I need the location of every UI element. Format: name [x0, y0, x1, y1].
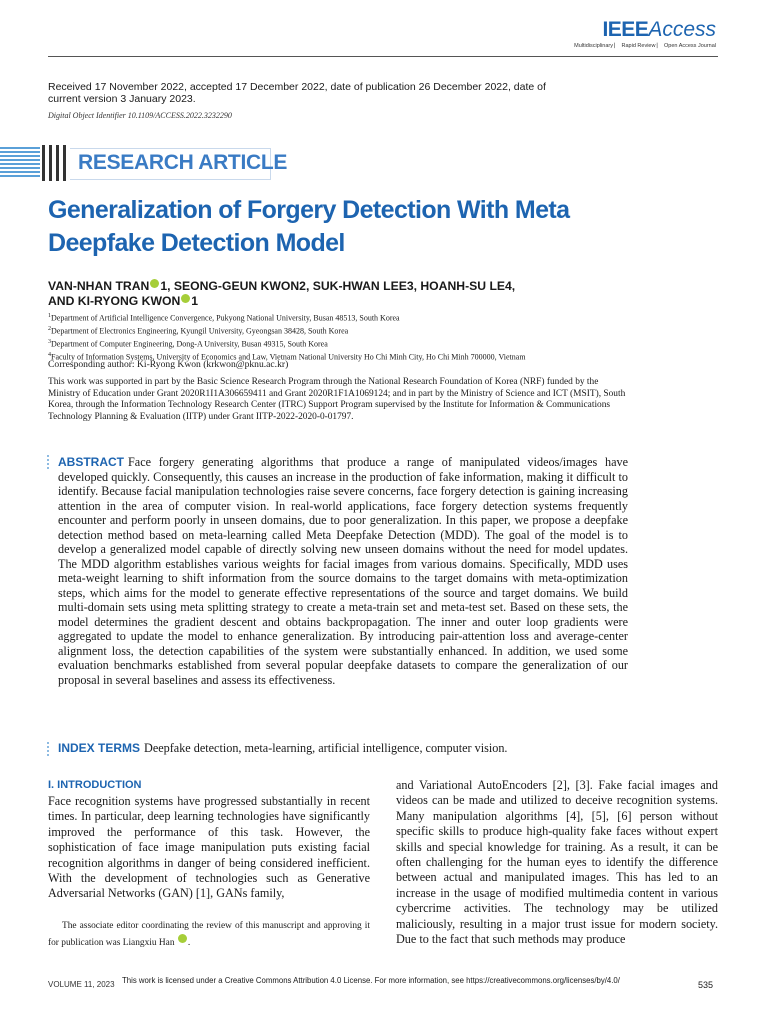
orcid-icon[interactable]	[150, 279, 159, 288]
received-dates: Received 17 November 2022, accepted 17 December 2022, date of publication 26 December 2022, date of current version 3 January 2023.	[48, 81, 546, 105]
abstract-marker-icon	[47, 455, 50, 471]
logo-ieee: IEEE	[602, 18, 649, 41]
affiliation: $^3$Department of Computer Engineering, Dong-A University, Busan 49315, South Korea	[48, 338, 328, 349]
abstract	[58, 455, 628, 687]
author-name: , SUK-HWAN LEE	[305, 279, 407, 293]
body-column-right: and Variational AutoEncoders [2], [3]. Fake facial images and videos can be made and utilized to deceive recognition systems. Many manipulation algorithms [4], [5], [6] person without specific skills to produce high-quality fake faces without expert skills and special knowledge for training. As a result, it can be often challenging for the human eyes to identify the difference between actual and manipulated images. This has led to an increase in the usage of modified multimedia content in various cybercrime activities. The technology may be utilized maliciously, resulting in a major trust issue for modern society. Due to the fact that such methods may produce	[396, 778, 718, 947]
volume-label: VOLUME 11, 2023	[48, 980, 115, 989]
author-name: VAN-NHAN TRAN	[48, 279, 150, 293]
abstract-label: ABSTRACT	[58, 455, 124, 469]
page-number: 535	[698, 980, 714, 990]
body-column-left: Face recognition systems have progressed substantially in recent times. In particular, deep learning technologies have significantly improved the performance of this task. However, the sophistication of face image manipulation puts existing facial recognition algorithms in danger of being considered inefficient. With the development of technologies such as Generative Adversarial Networks (GAN) [1], GANs family,	[48, 794, 370, 901]
banner-stripes	[0, 147, 40, 179]
funding-statement: This work was supported in part by the Basic Science Research Program through the National Research Foundation of Korea (NRF) funded by the Ministry of Education under Grant 2020R1I1A306659411 and Grant 2020R1F1A1069124; and in part by the Ministry of Science and ICT (MSIT), South Korea, through the Information Technology Research Center (ITRC) Support Program supervised by the Institute for Information & Communications Technology Planning & Evaluation (IITP) under Grant IITP-2022-2020-0-01797.	[48, 377, 626, 422]
paper-title: Generalization of Forgery Detection With Meta Deepfake Detection Model	[48, 196, 570, 257]
author-sup: 2	[299, 279, 306, 293]
abstract-text: Face forgery generating algorithms that produce a range of manipulated videos/images have developed quickly. Consequently, this causes an increase in the production of fake information, making it difficult to identify. Because facial manipulation technologies raise severe concerns, face forgery detection is gaining increasing attention in the area of computer vision. In real-world applications, face forgery detection systems frequently encounter and perform poorly in unseen domains, due to poor generalization. In this paper, we propose a deepfake detection method based on meta-learning called Meta Deepfake Detection (MDD). The goal of the model is to develop a generalized model capable of directly solving new unseen domains without the need for model updates. The MDD algorithm establishes various weights for facial images from various domains. Specifically, MDD uses meta-weight learning to shift information from the source domains to the target domains with meta-optimization steps, which aims for the model to generate effective representations of the source and target domains. We build multi-domain sets using meta splitting strategy to create a meta-train set and meta-test set. Based on these sets, the model determines the gradient descent and obtains backpropagation. The inner and outer loop gradients were aggregated to update the model to enhance generalization. By introducing pair-attention loss and average-center alignment loss, the detection capabilities of the system were substantially enhanced. In addition, we used some evaluation benchmarks established from several popular deepfake datasets to compare the generalization of our proposal in several baselines and assess its effectiveness.	[58, 455, 628, 687]
index-terms-marker-icon	[47, 742, 50, 758]
author-sup: 1	[160, 279, 168, 293]
affiliation: $^4$Faculty of Information Systems, University of Economics and Law, Vietnam National University Ho Chi Minh City, Ho Chi Minh 700000, Vietnam	[48, 351, 526, 362]
index-terms-label: INDEX TERMS	[58, 741, 141, 755]
editor-note: The associate editor coordinating the review of this manuscript and approving it for publication was Liangxiu Han .	[48, 921, 370, 948]
header-rule	[48, 56, 718, 57]
affiliation: $^2$Department of Electronics Engineering, Kyungil University, Gyeongsan 38428, South Korea	[48, 325, 349, 336]
author-sup: 3	[406, 279, 414, 293]
license-note[interactable]: This work is licensed under a Creative Commons Attribution 4.0 License. For more information, see https://creativecommons.org/licenses/by/4.0/	[122, 976, 620, 985]
orcid-icon[interactable]	[178, 934, 187, 943]
author-sup: 1	[191, 294, 199, 308]
author-name: AND KI-RYONG KWON	[48, 294, 181, 308]
orcid-icon[interactable]	[181, 294, 190, 303]
index-terms-text: Deepfake detection, meta-learning, artificial intelligence, computer vision.	[144, 741, 508, 755]
article-type: RESEARCH ARTICLE	[78, 151, 288, 174]
banner-bars	[42, 145, 70, 181]
affiliation: $^1$Department of Artificial Intelligence Convergence, Pukyong National University, Busan 48513, South Korea	[48, 313, 400, 323]
logo-access: Access	[648, 18, 716, 41]
index-terms	[58, 741, 628, 756]
affiliations	[48, 311, 688, 362]
author-list	[48, 279, 608, 309]
journal-tagline: Multidisciplinary ⎸ Rapid Review ⎸ Open Access Journal	[574, 43, 716, 49]
corresponding-author: Corresponding author: Ki-Ryong Kwon (krkwon@pknu.ac.kr)	[48, 359, 289, 370]
doi: Digital Object Identifier 10.1109/ACCESS.2022.3232290	[48, 111, 232, 120]
author-sep: ,	[511, 279, 516, 293]
journal-logo	[574, 18, 716, 50]
author-name: , SEONG-GEUN KWON	[167, 279, 300, 293]
section-heading: I. INTRODUCTION	[48, 779, 142, 791]
author-sup: 4	[505, 279, 512, 293]
author-name: , HOANH-SU LE	[413, 279, 506, 293]
